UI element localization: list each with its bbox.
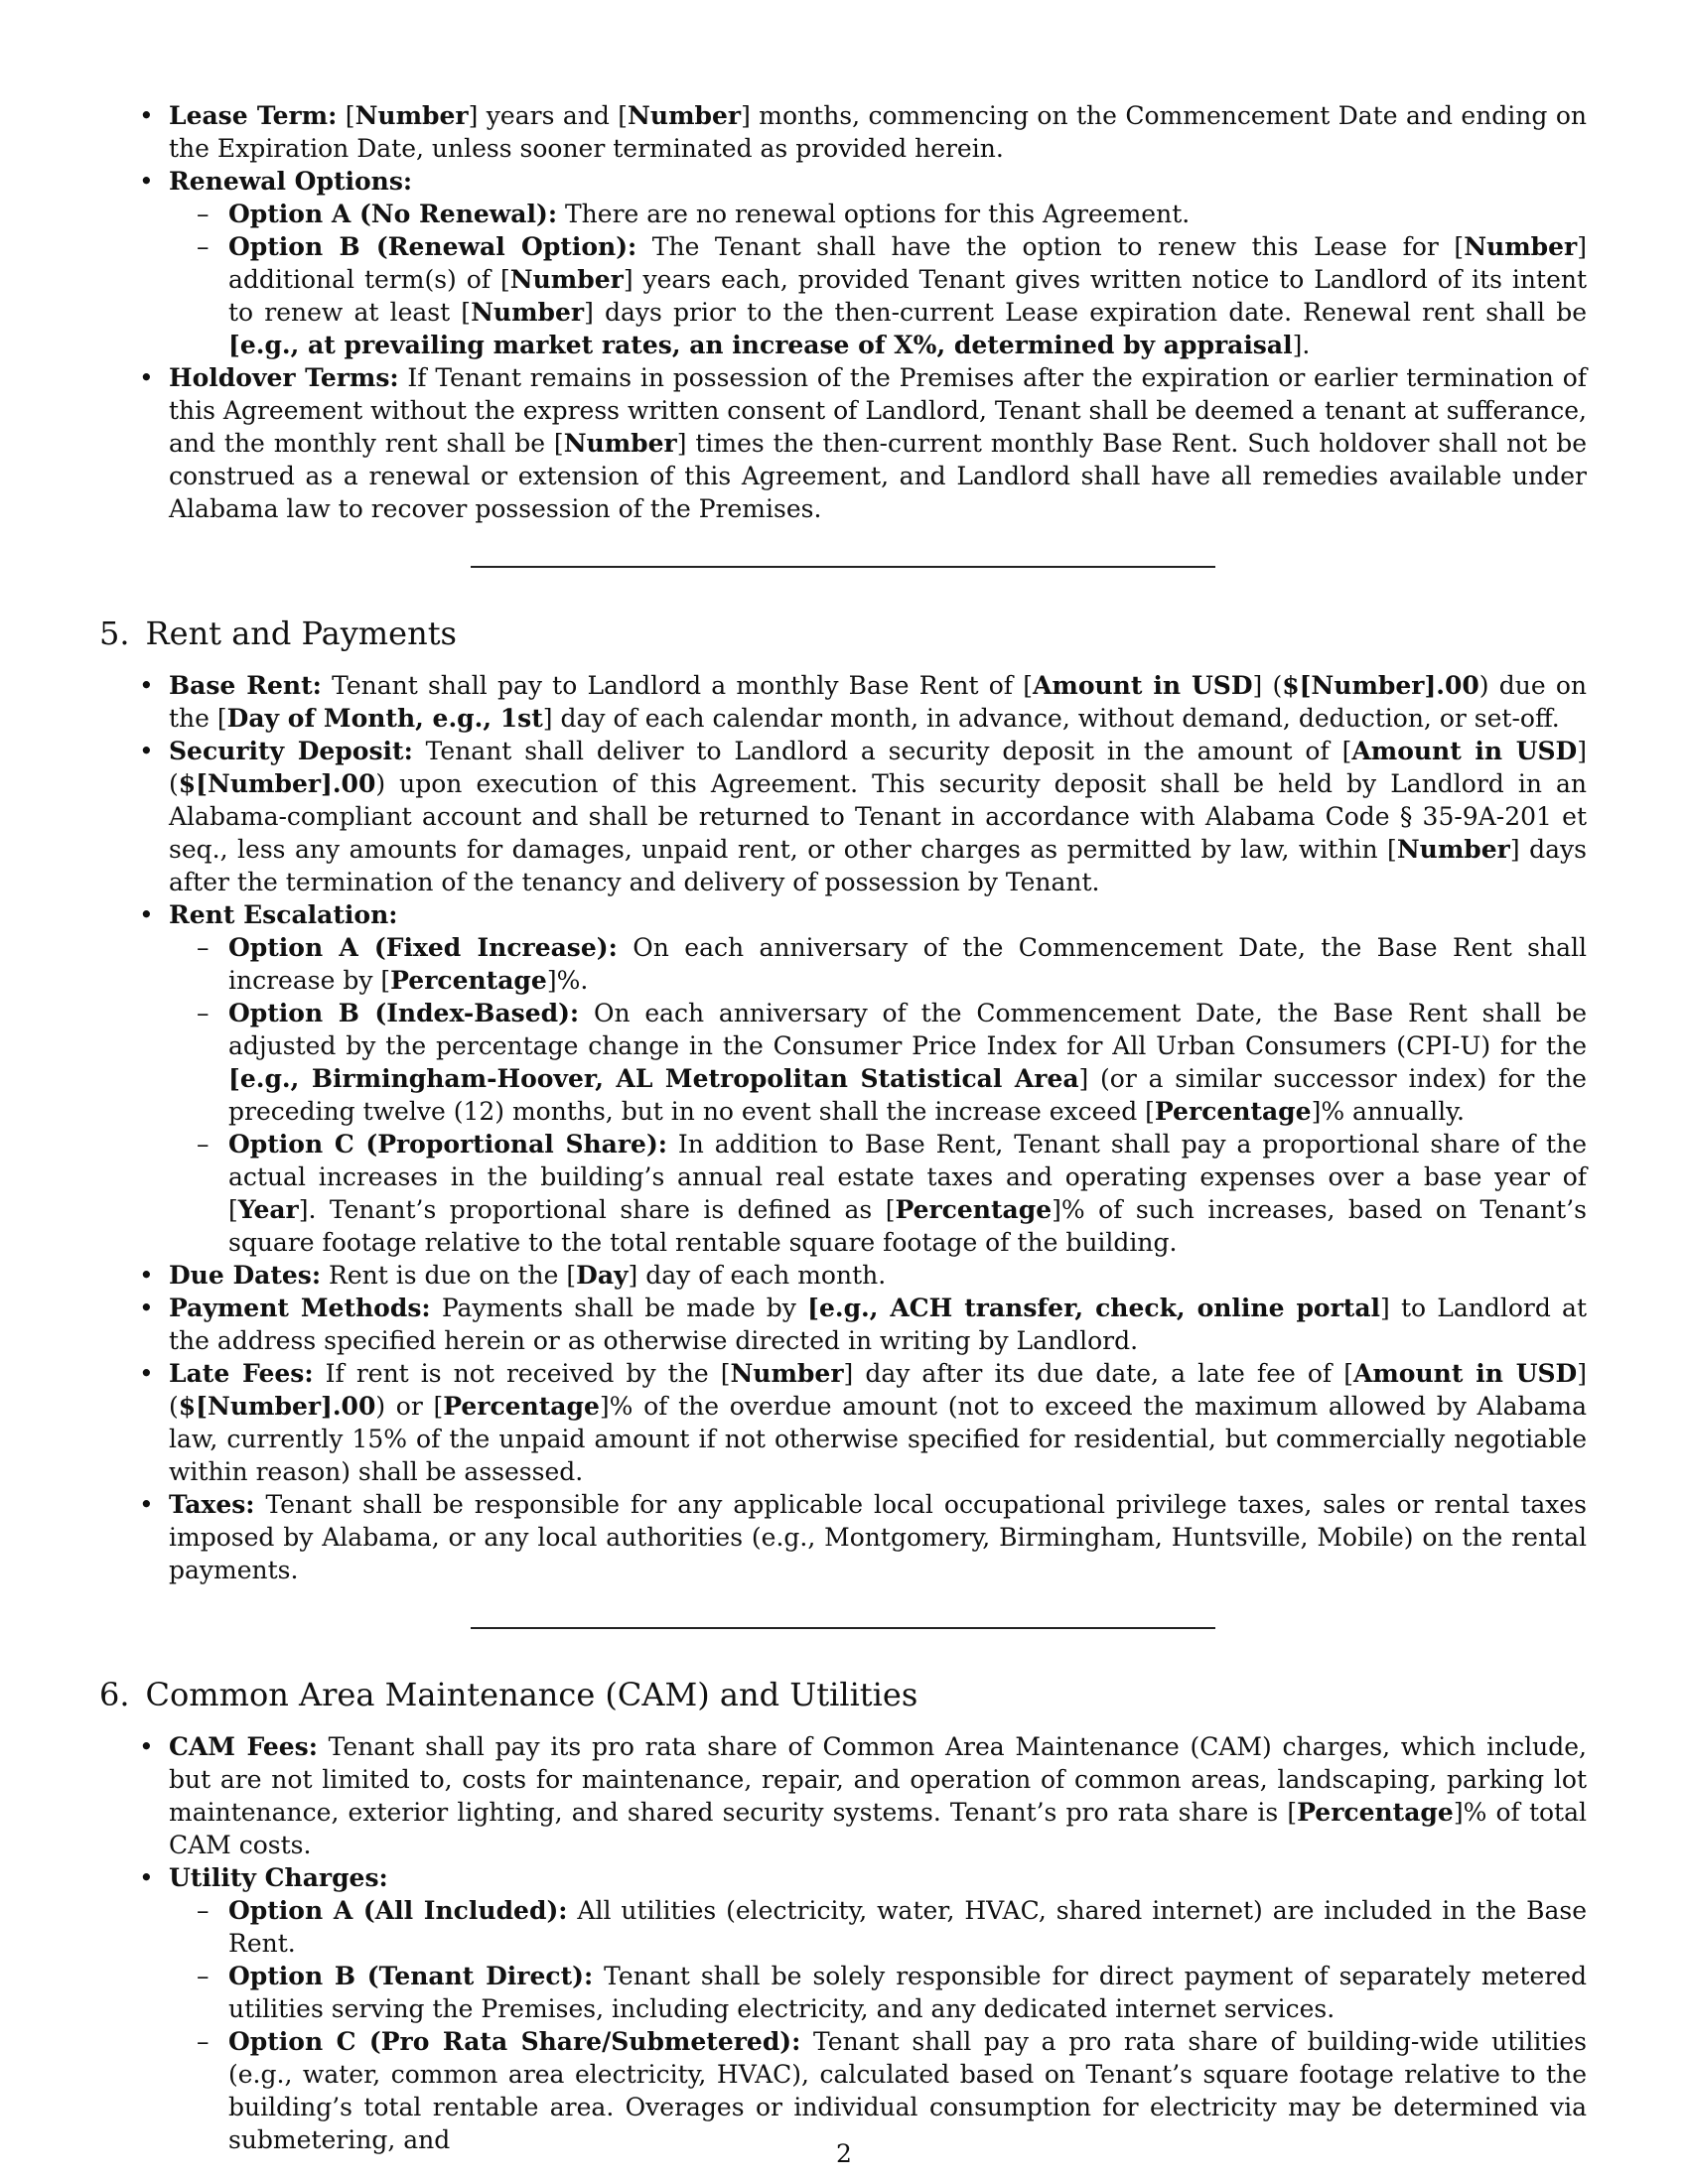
placeholder: Percentage	[895, 1195, 1053, 1224]
placeholder: [e.g., Birmingham-Hoover, AL Metropolitan Statistical Area	[228, 1064, 1079, 1093]
list-item-cam-fees	[99, 1730, 1587, 1861]
placeholder: Amount in USD	[1032, 671, 1253, 700]
list-item-base-rent	[99, 669, 1587, 735]
holdover-text: If Tenant remains in possession of the Premises after the expiration or earlier termination of this Agreement without the express written consent of Landlord, Tenant shall be deemed a tenant at sufferance, and the monthly rent shall be [	[169, 363, 1587, 458]
placeholder: Number	[509, 265, 624, 294]
text: ) due on the [	[169, 671, 1587, 733]
lease-term-text: ] years and [	[468, 101, 629, 130]
list-item-due-dates	[99, 1259, 1587, 1292]
placeholder: Amount in USD	[1352, 1359, 1578, 1388]
text: ]% of total CAM costs.	[169, 1798, 1587, 1859]
section-title: Common Area Maintenance (CAM) and Utilities	[145, 1676, 918, 1713]
option-text: Tenant shall be solely responsible for direct payment of separately metered utilities serving the Premises, including electricity, and any dedicated internet services.	[228, 1962, 1588, 2023]
option-text: ]% of such increases, based on Tenant’s square footage relative to the total rentable square footage of the building.	[228, 1195, 1587, 1257]
placeholder: $[Number].00	[178, 1392, 376, 1421]
text: ]% of the overdue amount (not to exceed the maximum allowed by Alabama law, currently 15% of the unpaid amount if not otherwise specified for residential, but commercially negotiable within reason) shall be assessed.	[169, 1392, 1587, 1486]
placeholder: $[Number].00	[178, 769, 376, 798]
cam-fees-label: CAM Fees:	[169, 1732, 318, 1761]
utility-option-c	[169, 2025, 1587, 2156]
lease-term-label: Lease Term:	[169, 101, 338, 130]
list-item-security-deposit	[99, 735, 1587, 898]
text: ] day of each calendar month, in advance, without demand, deduction, or set-off.	[542, 704, 1560, 733]
renewal-option-a	[169, 198, 1587, 230]
late-fees-label: Late Fees:	[169, 1359, 314, 1388]
renewal-options-label: Renewal Options:	[169, 167, 413, 196]
utility-options-sublist	[169, 1894, 1587, 2156]
text: Rent is due on the [	[321, 1261, 577, 1290]
base-rent-label: Base Rent:	[169, 671, 322, 700]
list-item-holdover	[99, 361, 1587, 525]
option-text: ] days prior to the then-current Lease expiration date. Renewal rent shall be	[584, 298, 1587, 327]
option-label: Option A (All Included):	[228, 1896, 568, 1925]
text: Tenant shall pay to Landlord a monthly Base Rent of [	[321, 671, 1033, 700]
text: ] (	[1252, 671, 1283, 700]
placeholder: Day	[576, 1261, 629, 1290]
lease-term-placeholder: Number	[628, 101, 742, 130]
section-5-list	[99, 669, 1587, 1586]
section-title: Rent and Payments	[145, 614, 457, 652]
placeholder: Number	[471, 298, 585, 327]
escalation-sublist	[169, 931, 1587, 1259]
placeholder: Amount in USD	[1351, 737, 1578, 765]
option-text: On each anniversary of the Commencement Date, the Base Rent shall be adjusted by the percentage change in the Consumer Price Index for All Urban Consumers (CPI-U) for the	[228, 999, 1587, 1060]
option-label: Option B (Tenant Direct):	[228, 1962, 594, 1990]
placeholder: Day of Month, e.g., 1st	[226, 704, 543, 733]
option-text: The Tenant shall have the option to renew this Lease for [	[636, 232, 1465, 261]
placeholder: Number	[1396, 835, 1510, 864]
placeholder: Number	[1464, 232, 1578, 261]
option-label: Option B (Index-Based):	[228, 999, 580, 1027]
placeholder: Percentage	[1154, 1097, 1312, 1126]
option-text: ].	[1292, 331, 1311, 359]
list-item-rent-escalation	[99, 898, 1587, 1259]
text: If rent is not received by the [	[313, 1359, 731, 1388]
escalation-option-b	[169, 997, 1587, 1128]
placeholder: Percentage	[1297, 1798, 1454, 1827]
section-4-list	[99, 99, 1587, 525]
page-number: 2	[836, 2139, 852, 2168]
option-text: ]%.	[546, 966, 589, 995]
section-6-heading	[99, 1675, 1587, 1714]
list-item-utility-charges	[99, 1861, 1587, 2156]
option-label: Option C (Proportional Share):	[228, 1130, 668, 1159]
text: ] day of each month.	[628, 1261, 887, 1290]
option-text: In addition to Base Rent, Tenant shall pay a proportional share of the actual increases in the building’s annual real estate taxes and operating expenses over a base year of [	[228, 1130, 1587, 1224]
list-item-payment-methods	[99, 1292, 1587, 1357]
section-number: 5.	[99, 614, 130, 652]
section-divider	[471, 1627, 1215, 1629]
option-text: On each anniversary of the Commencement Date, the Base Rent shall increase by [	[228, 933, 1587, 995]
renewal-option-b	[169, 230, 1587, 361]
option-text: All utilities (electricity, water, HVAC, shared internet) are included in the Base Rent.	[228, 1896, 1587, 1958]
text: ] day after its due date, a late fee of [	[843, 1359, 1353, 1388]
placeholder: Number	[730, 1359, 844, 1388]
lease-term-text: [	[345, 101, 355, 130]
escalation-option-a	[169, 931, 1587, 997]
option-label: Option A (Fixed Increase):	[228, 933, 618, 962]
escalation-option-c	[169, 1128, 1587, 1259]
text: ] (	[169, 1359, 1588, 1421]
holdover-label: Holdover Terms:	[169, 363, 399, 392]
text: ) or [	[375, 1392, 444, 1421]
list-item-renewal-options	[99, 165, 1587, 361]
utility-option-a	[169, 1894, 1587, 1960]
text: Tenant shall pay its pro rata share of Common Area Maintenance (CAM) charges, which include, but are not limited to, costs for maintenance, repair, and operation of common areas, landscaping, parking lot maintenance, exterior lighting, and shared security systems. Tenant’s pro rata share is [	[169, 1732, 1588, 1827]
option-text: ] additional term(s) of [	[228, 232, 1587, 294]
placeholder: $[Number].00	[1282, 671, 1479, 700]
option-label: Option A (No Renewal):	[228, 200, 558, 228]
utility-charges-label: Utility Charges:	[169, 1863, 388, 1892]
placeholder: Number	[563, 429, 677, 458]
section-divider	[471, 566, 1215, 568]
list-item-lease-term	[99, 99, 1587, 165]
option-text: There are no renewal options for this Agreement.	[557, 200, 1191, 228]
deposit-label: Security Deposit:	[169, 737, 413, 765]
placeholder: Percentage	[390, 966, 547, 995]
text: Tenant shall deliver to Landlord a security deposit in the amount of [	[412, 737, 1352, 765]
text: ) upon execution of this Agreement. This security deposit shall be held by Landlord in an Alabama-compliant account and shall be returned to Tenant in accordance with Alabama Code § 35-9A-201 et seq., less any amounts for damages, unpaid rent, or other charges as permitted by law, within [	[169, 769, 1587, 864]
section-number: 6.	[99, 1676, 130, 1713]
list-item-taxes	[99, 1488, 1587, 1586]
text: Payments shall be made by	[430, 1294, 808, 1322]
renewal-options-sublist	[169, 198, 1587, 361]
section-5-heading	[99, 614, 1587, 653]
option-text: ]. Tenant’s proportional share is defined as [	[298, 1195, 896, 1224]
lease-term-text	[337, 101, 345, 130]
placeholder: [e.g., at prevailing market rates, an increase of X%, determined by appraisal	[228, 331, 1293, 359]
option-label: Option B (Renewal Option):	[228, 232, 637, 261]
lease-term-placeholder: Number	[354, 101, 469, 130]
lease-term-text: ] months, commencing on the Commencement Date and ending on the Expiration Date, unless sooner terminated as provided herein.	[169, 101, 1587, 163]
taxes-label: Taxes:	[169, 1490, 255, 1519]
list-item-late-fees	[99, 1357, 1587, 1488]
utility-option-b	[169, 1960, 1587, 2025]
placeholder: [e.g., ACH transfer, check, online portal	[807, 1294, 1381, 1322]
option-text: ]% annually.	[1311, 1097, 1465, 1126]
text: Tenant shall be responsible for any applicable local occupational privilege taxes, sales or rental taxes imposed by Alabama, or any local authorities (e.g., Montgomery, Birmingham, Huntsville, Mobile) on the rental payments.	[169, 1490, 1587, 1584]
option-text: ] (or a similar successor index) for the preceding twelve (12) months, but in no event shall the increase exceed [	[228, 1064, 1587, 1126]
holdover-text: ] times the then-current monthly Base Rent. Such holdover shall not be construed as a renewal or extension of this Agreement, and Landlord shall have all remedies available under Alabama law to recover possession of the Premises.	[169, 429, 1587, 523]
text: ] to Landlord at the address specified herein or as otherwise directed in writing by Landlord.	[169, 1294, 1587, 1355]
text: ] days after the termination of the tenancy and delivery of possession by Tenant.	[169, 835, 1587, 896]
text: ] (	[169, 737, 1587, 798]
option-text: ] years each, provided Tenant gives written notice to Landlord of its intent to renew at least [	[228, 265, 1588, 327]
option-label: Option C (Pro Rata Share/Submetered):	[228, 2027, 801, 2056]
option-text: Tenant shall pay a pro rata share of building-wide utilities (e.g., water, common area electricity, HVAC), calculated based on Tenant’s square footage relative to the building’s total rentable area. Overages or individual consumption for electricity may be determined via submetering, and	[228, 2027, 1587, 2154]
placeholder: Year	[237, 1195, 299, 1224]
due-dates-label: Due Dates:	[169, 1261, 322, 1290]
placeholder: Percentage	[443, 1392, 600, 1421]
payment-methods-label: Payment Methods:	[169, 1294, 431, 1322]
section-6-list	[99, 1730, 1587, 2156]
escalation-label: Rent Escalation:	[169, 900, 398, 929]
